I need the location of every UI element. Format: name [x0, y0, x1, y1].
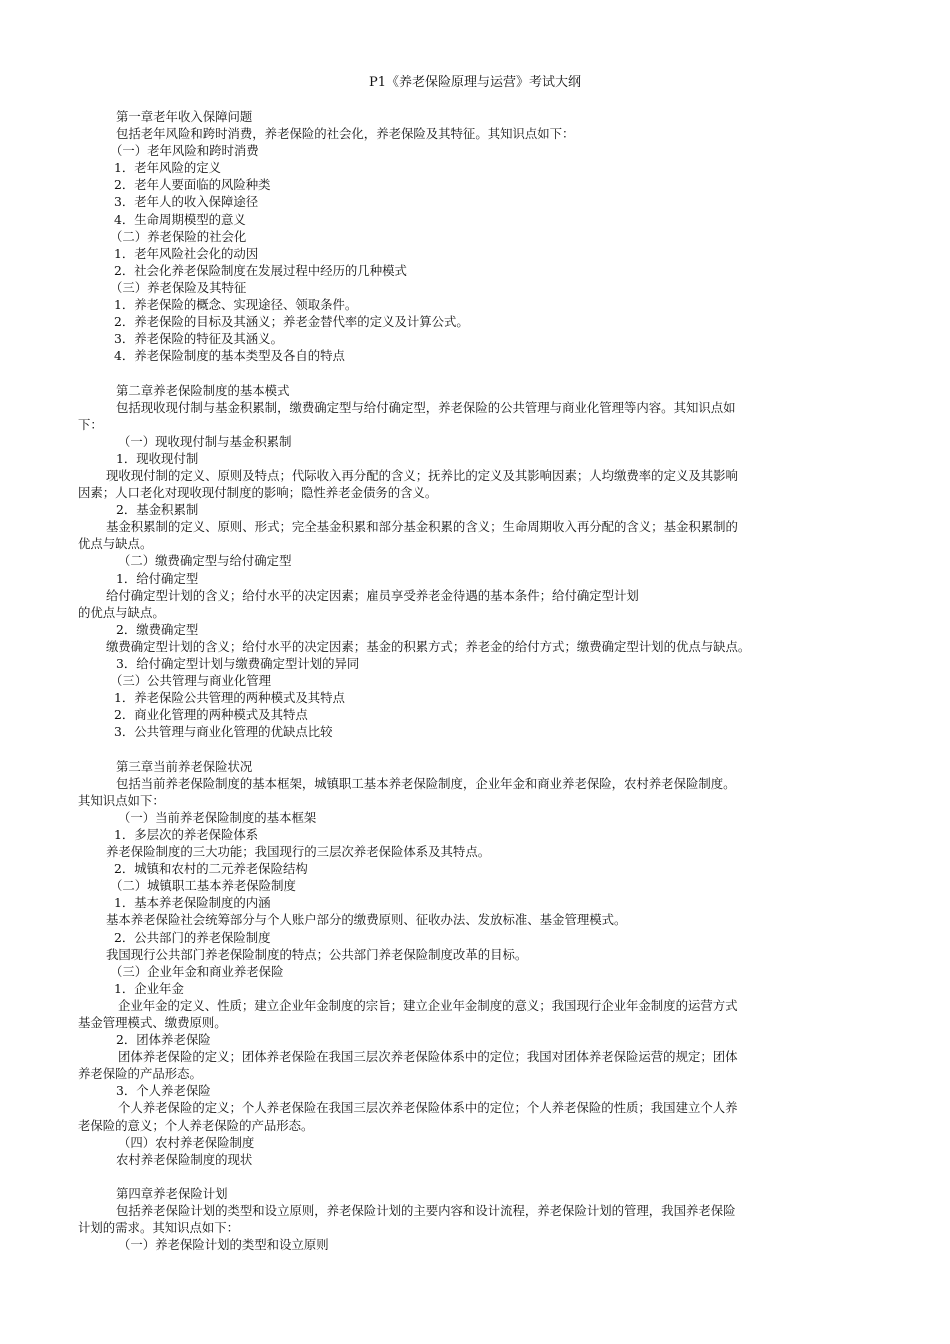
text-line: 包括当前养老保险制度的基本框架，城镇职工基本养老保险制度，企业年金和商业养老保险，农村养老保险制度。	[116, 775, 736, 791]
text-line: 优点与缺点。	[78, 536, 153, 552]
text-line: 1．现收现付制	[116, 450, 199, 466]
text-line: （四）农村养老保险制度	[118, 1134, 255, 1150]
text-line: 1．给付确定型	[116, 570, 199, 586]
text-line: 1．老年风险社会化的动因	[114, 245, 259, 261]
text-line: 3．公共管理与商业化管理的优缺点比较	[114, 724, 333, 740]
text-line: 我国现行公共部门养老保险制度的特点；公共部门养老保险制度改革的目标。	[106, 946, 528, 962]
text-line: 给付确定型计划的含义；给付水平的决定因素；雇员享受养老金待遇的基本条件；给付确定型计划	[106, 587, 639, 603]
text-line: 企业年金的定义、性质；建立企业年金制度的宗旨；建立企业年金制度的意义；我国现行企业年金制度的运营方式	[118, 997, 738, 1013]
document-title: P1《养老保险原理与运营》考试大纲	[368, 75, 582, 90]
text-line: 3．个人养老保险	[116, 1083, 211, 1099]
text-line: （一）现收现付制与基金积累制	[118, 433, 292, 449]
text-line: 1．养老保险的概念、实现途径、领取条件。	[114, 297, 358, 313]
text-line: 下：	[78, 416, 103, 432]
text-line: 2．团体养老保险	[116, 1032, 211, 1048]
text-line: 其知识点如下：	[78, 792, 165, 808]
text-line: （一）老年风险和跨时消费	[110, 143, 259, 159]
text-line: （一）养老保险计划的类型和设立原则	[118, 1237, 329, 1253]
text-line: 2．城镇和农村的二元养老保险结构	[114, 861, 308, 877]
blank-line	[78, 364, 858, 381]
text-line: 4．生命周期模型的意义	[114, 211, 246, 227]
blank-line	[78, 740, 858, 757]
text-line: 缴费确定型计划的含义；给付水平的决定因素；基金的积累方式；养老金的给付方式；缴费确定型计划的优点与缺点。	[106, 638, 751, 654]
text-line: 1．多层次的养老保险体系	[114, 826, 259, 842]
text-line: 第四章养老保险计划	[116, 1185, 228, 1201]
text-line: 2．商业化管理的两种模式及其特点	[114, 707, 308, 723]
text-line: （三）企业年金和商业养老保险	[110, 963, 284, 979]
text-line: 第一章老年收入保障问题	[116, 109, 253, 124]
text-line: 基金积累制的定义、原则、形式；完全基金积累和部分基金积累的含义；生命周期收入再分配的含义；基金积累制的	[106, 519, 738, 535]
text-line: 1．基本养老保险制度的内涵	[114, 895, 271, 911]
text-line: 1．企业年金	[114, 980, 184, 996]
text-line: 2．缴费确定型	[116, 621, 199, 637]
text-line: 养老保险的产品形态。	[78, 1066, 202, 1082]
text-line: 2．社会化养老保险制度在发展过程中经历的几种模式	[114, 262, 407, 278]
text-line: （一）当前养老保险制度的基本框架	[118, 809, 317, 825]
text-line: 2．公共部门的养老保险制度	[114, 929, 271, 945]
text-line: 第二章养老保险制度的基本模式	[116, 382, 290, 398]
text-line: 4．养老保险制度的基本类型及各自的特点	[114, 348, 345, 364]
text-line: 1．老年风险的定义	[114, 160, 222, 176]
text-line: 计划的需求。其知识点如下：	[78, 1220, 240, 1236]
text-line: 因素；人口老化对现收现付制度的影响；隐性养老金债务的含义。	[78, 485, 438, 501]
text-line: 1．养老保险公共管理的两种模式及其特点	[114, 690, 345, 706]
text-line: 基本养老保险社会统筹部分与个人账户部分的缴费原则、征收办法、发放标准、基金管理模式。	[106, 912, 627, 928]
text-line: 包括养老保险计划的类型和设立原则，养老保险计划的主要内容和设计流程，养老保险计划的管理，我国养老保险	[116, 1203, 736, 1218]
text-line: （二）城镇职工基本养老保险制度	[110, 878, 296, 894]
text-line: 的优点与缺点。	[78, 604, 165, 620]
text-line: （三）养老保险及其特征	[110, 279, 247, 295]
text-line: 基金管理模式、缴费原则。	[78, 1014, 227, 1030]
text-line: 3．老年人的收入保障途径	[114, 194, 259, 210]
text-line: 现收现付制的定义、原则及特点；代际收入再分配的含义；抚养比的定义及其影响因素；人均缴费率的定义及其影响	[106, 467, 738, 483]
text-line: 个人养老保险的定义；个人养老保险在我国三层次养老保险体系中的定位；个人养老保险的性质；我国建立个人养	[118, 1100, 738, 1116]
text-line: 养老保险制度的三大功能；我国现行的三层次养老保险体系及其特点。	[106, 844, 491, 860]
text-line: 团体养老保险的定义；团体养老保险在我国三层次养老保险体系中的定位；我国对团体养老保险运营的规定；团体	[118, 1049, 738, 1065]
text-line: 2．基金积累制	[116, 502, 199, 518]
text-line: 包括老年风险和跨时消费，养老保险的社会化，养老保险及其特征。其知识点如下：	[116, 126, 575, 142]
text-line: （三）公共管理与商业化管理	[110, 673, 272, 689]
text-line: 2．老年人要面临的风险种类	[114, 177, 271, 193]
document-body	[78, 108, 858, 1253]
text-line: 2．养老保险的目标及其涵义；养老金替代率的定义及计算公式。	[114, 314, 469, 330]
text-line: （二）养老保险的社会化	[110, 228, 247, 244]
blank-line	[78, 1168, 858, 1185]
text-line: 第三章当前养老保险状况	[116, 758, 253, 774]
text-line: 农村养老保险制度的现状	[116, 1151, 253, 1167]
text-line: 3．给付确定型计划与缴费确定型计划的异同	[116, 656, 360, 671]
text-line: 老保险的意义；个人养老保险的产品形态。	[78, 1117, 314, 1133]
text-line: （二）缴费确定型与给付确定型	[118, 553, 292, 569]
text-line: 包括现收现付制与基金积累制，缴费确定型与给付确定型，养老保险的公共管理与商业化管理等内容。其知识点如	[116, 399, 736, 415]
text-line: 3．养老保险的特征及其涵义。	[114, 331, 283, 347]
